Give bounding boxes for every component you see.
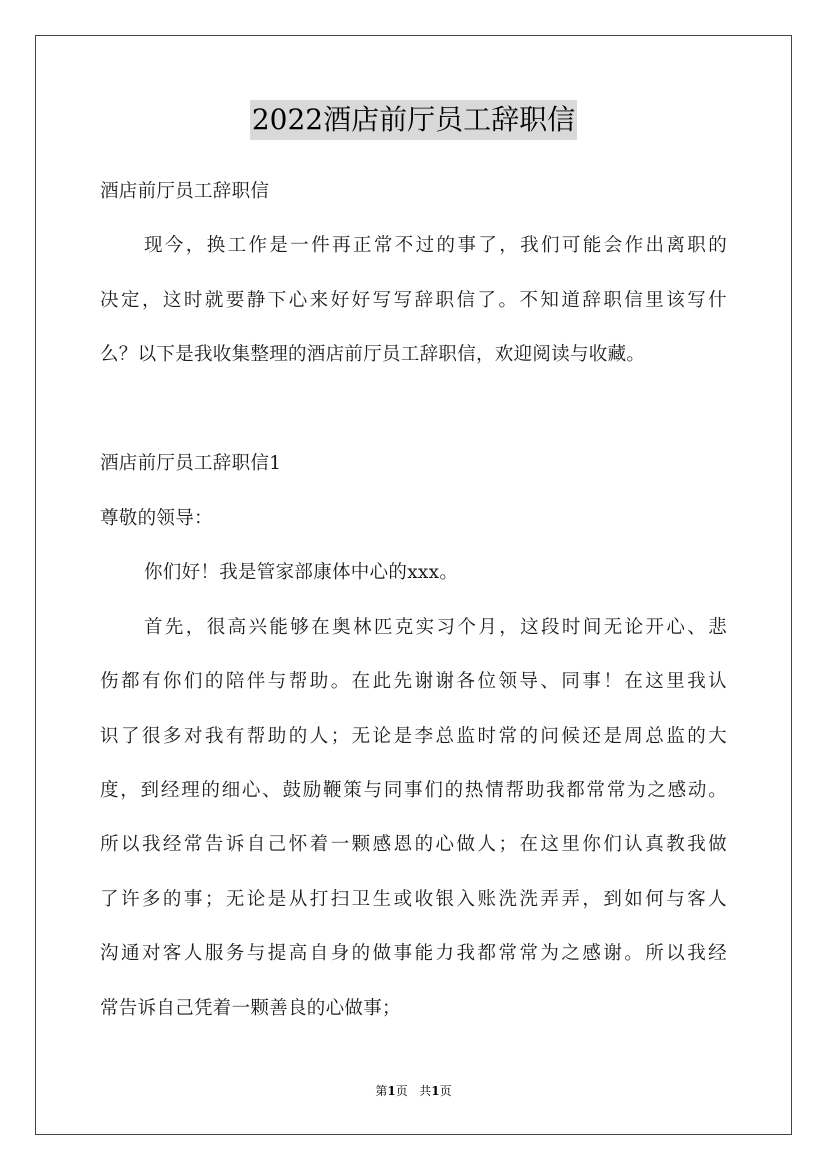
total-suffix: 页 — [439, 1084, 452, 1098]
body-line-6: 了许多的事；无论是从打扫卫生或收银入账洗洗弄弄，到如何与客人 — [100, 889, 727, 910]
page-number: 1 — [387, 1084, 396, 1098]
page-footer — [0, 1082, 827, 1100]
body-line-2: 伤都有你们的陪伴与帮助。在此先谢谢各位领导、同事！在这里我认 — [100, 671, 727, 692]
subtitle-line: 酒店前厅员工辞职信 — [100, 181, 270, 202]
body-line-7: 沟通对客人服务与提高自身的做事能力我都常常为之感谢。所以我经 — [100, 943, 727, 964]
title-container — [0, 100, 827, 140]
page-suffix: 页 — [395, 1084, 408, 1098]
intro-line-1: 现今，换工作是一件再正常不过的事了，我们可能会作出离职的 — [144, 235, 727, 256]
greeting-line: 你们好！我是管家部康体中心的xxx。 — [144, 562, 459, 583]
section-heading: 酒店前厅员工辞职信1 — [100, 453, 282, 474]
total-prefix: 共 — [419, 1084, 432, 1098]
salutation: 尊敬的领导： — [100, 508, 213, 529]
body-line-3: 识了很多对我有帮助的人；无论是李总监时常的问候还是周总监的大 — [100, 726, 727, 747]
body-line-5: 所以我经常告诉自己怀着一颗感恩的心做人；在这里你们认真教我做 — [100, 834, 727, 855]
intro-line-2: 决定，这时就要静下心来好好写写辞职信了。不知道辞职信里该写什 — [100, 290, 727, 311]
body-line-4: 度，到经理的细心、鼓励鞭策与同事们的热情帮助我都常常为之感动。 — [100, 780, 727, 801]
total-number: 1 — [431, 1084, 440, 1098]
body-line-8: 常告诉自己凭着一颗善良的心做事； — [100, 998, 401, 1019]
intro-line-3: 么？以下是我收集整理的酒店前厅员工辞职信，欢迎阅读与收藏。 — [100, 344, 646, 365]
document-title: 2022酒店前厅员工辞职信 — [250, 100, 577, 140]
page-prefix: 第 — [375, 1084, 388, 1098]
body-line-1: 首先，很高兴能够在奥林匹克实习个月，这段时间无论开心、悲 — [144, 617, 727, 638]
